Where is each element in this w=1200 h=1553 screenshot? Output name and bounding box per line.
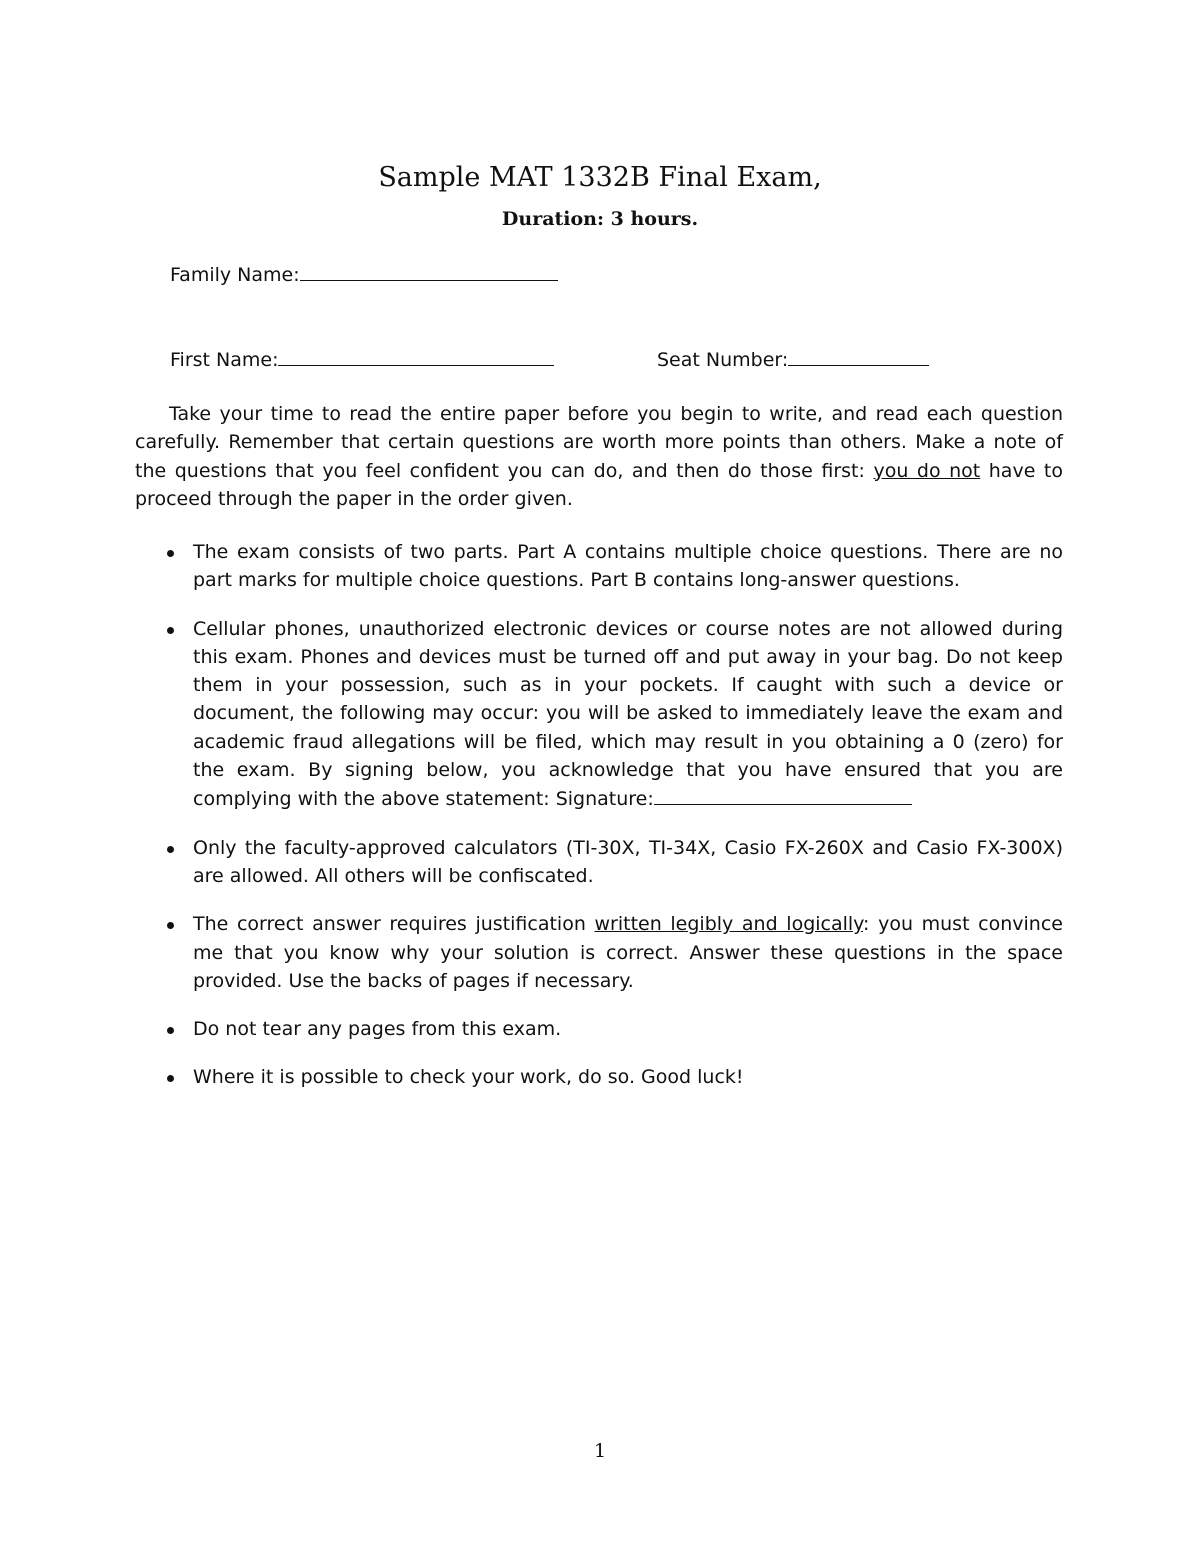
bullet-underlined: written legibly and logically: [594, 913, 864, 936]
instructions-list: [165, 538, 1063, 1112]
list-item: [165, 834, 1063, 891]
bullet-text: Only the faculty-approved calculators (TI-30X, TI-34X, Casio FX-260X and Casio FX-300X) are allowed. All others will be confiscated.: [193, 836, 1063, 887]
seat-number-field: [657, 345, 929, 373]
family-name-field: [170, 260, 558, 288]
bullet-text: Cellular phones, unauthorized electronic devices or course notes are not allowed during this exam. Phones and devices must be turned off and put away in your bag. Do not keep them in your possession, such as in your pockets. If caught with such a device or document, the following may occur: you will be asked to immediately leave the exam and academic fraud allegations will be filed, which may result in you obtaining a 0 (zero) for the exam. By signing below, you acknowledge that you have ensured that you are complying with the above statement: Signature:: [193, 617, 1063, 811]
list-item: [165, 538, 1063, 595]
bullet-icon: [167, 846, 174, 853]
intro-text: Take your time to read the entire paper before you begin to write, and read each question carefully. Remember that certain questions are worth more points than others. Make a note of the questions that you feel confident you can do, and then do those first:: [135, 403, 1063, 482]
bullet-icon: [167, 550, 174, 557]
exam-title: Sample MAT 1332B Final Exam,: [378, 162, 822, 193]
list-item: [165, 910, 1063, 995]
bullet-text: The exam consists of two parts. Part A contains multiple choice questions. There are no part marks for multiple choice questions. Part B contains long-answer questions.: [193, 541, 1063, 592]
bullet-icon: [167, 1027, 174, 1034]
seat-number-label: Seat Number:: [657, 349, 789, 371]
list-item: [165, 1015, 1063, 1043]
first-name-label: First Name:: [170, 349, 279, 371]
bullet-text: Where it is possible to check your work, do so. Good luck!: [193, 1066, 744, 1089]
bullet-icon: [167, 922, 174, 929]
bullet-icon: [167, 1075, 174, 1082]
bullet-text: Do not tear any pages from this exam.: [193, 1018, 562, 1041]
page-number: 1: [593, 1440, 607, 1462]
signature-blank[interactable]: [654, 784, 912, 805]
intro-underlined: you do not: [873, 459, 981, 482]
intro-paragraph: [135, 400, 1063, 513]
bullet-icon: [167, 627, 174, 634]
bullet-text: The correct answer requires justification: [193, 913, 595, 936]
list-item: [165, 615, 1063, 814]
exam-duration: Duration: 3 hours.: [501, 208, 699, 230]
bullet-text-end: : you must convince me that you know why your solution is correct. Answer these questions in the space provided. Use the backs of pages if necessary.: [193, 913, 1063, 992]
seat-number-blank[interactable]: [788, 345, 929, 366]
intro-text-end: have to proceed through the paper in the order given.: [135, 459, 1063, 510]
family-name-blank[interactable]: [300, 260, 558, 281]
first-name-field: [170, 345, 554, 373]
list-item: [165, 1063, 1063, 1091]
first-name-blank[interactable]: [278, 345, 554, 366]
family-name-label: Family Name:: [170, 264, 300, 286]
